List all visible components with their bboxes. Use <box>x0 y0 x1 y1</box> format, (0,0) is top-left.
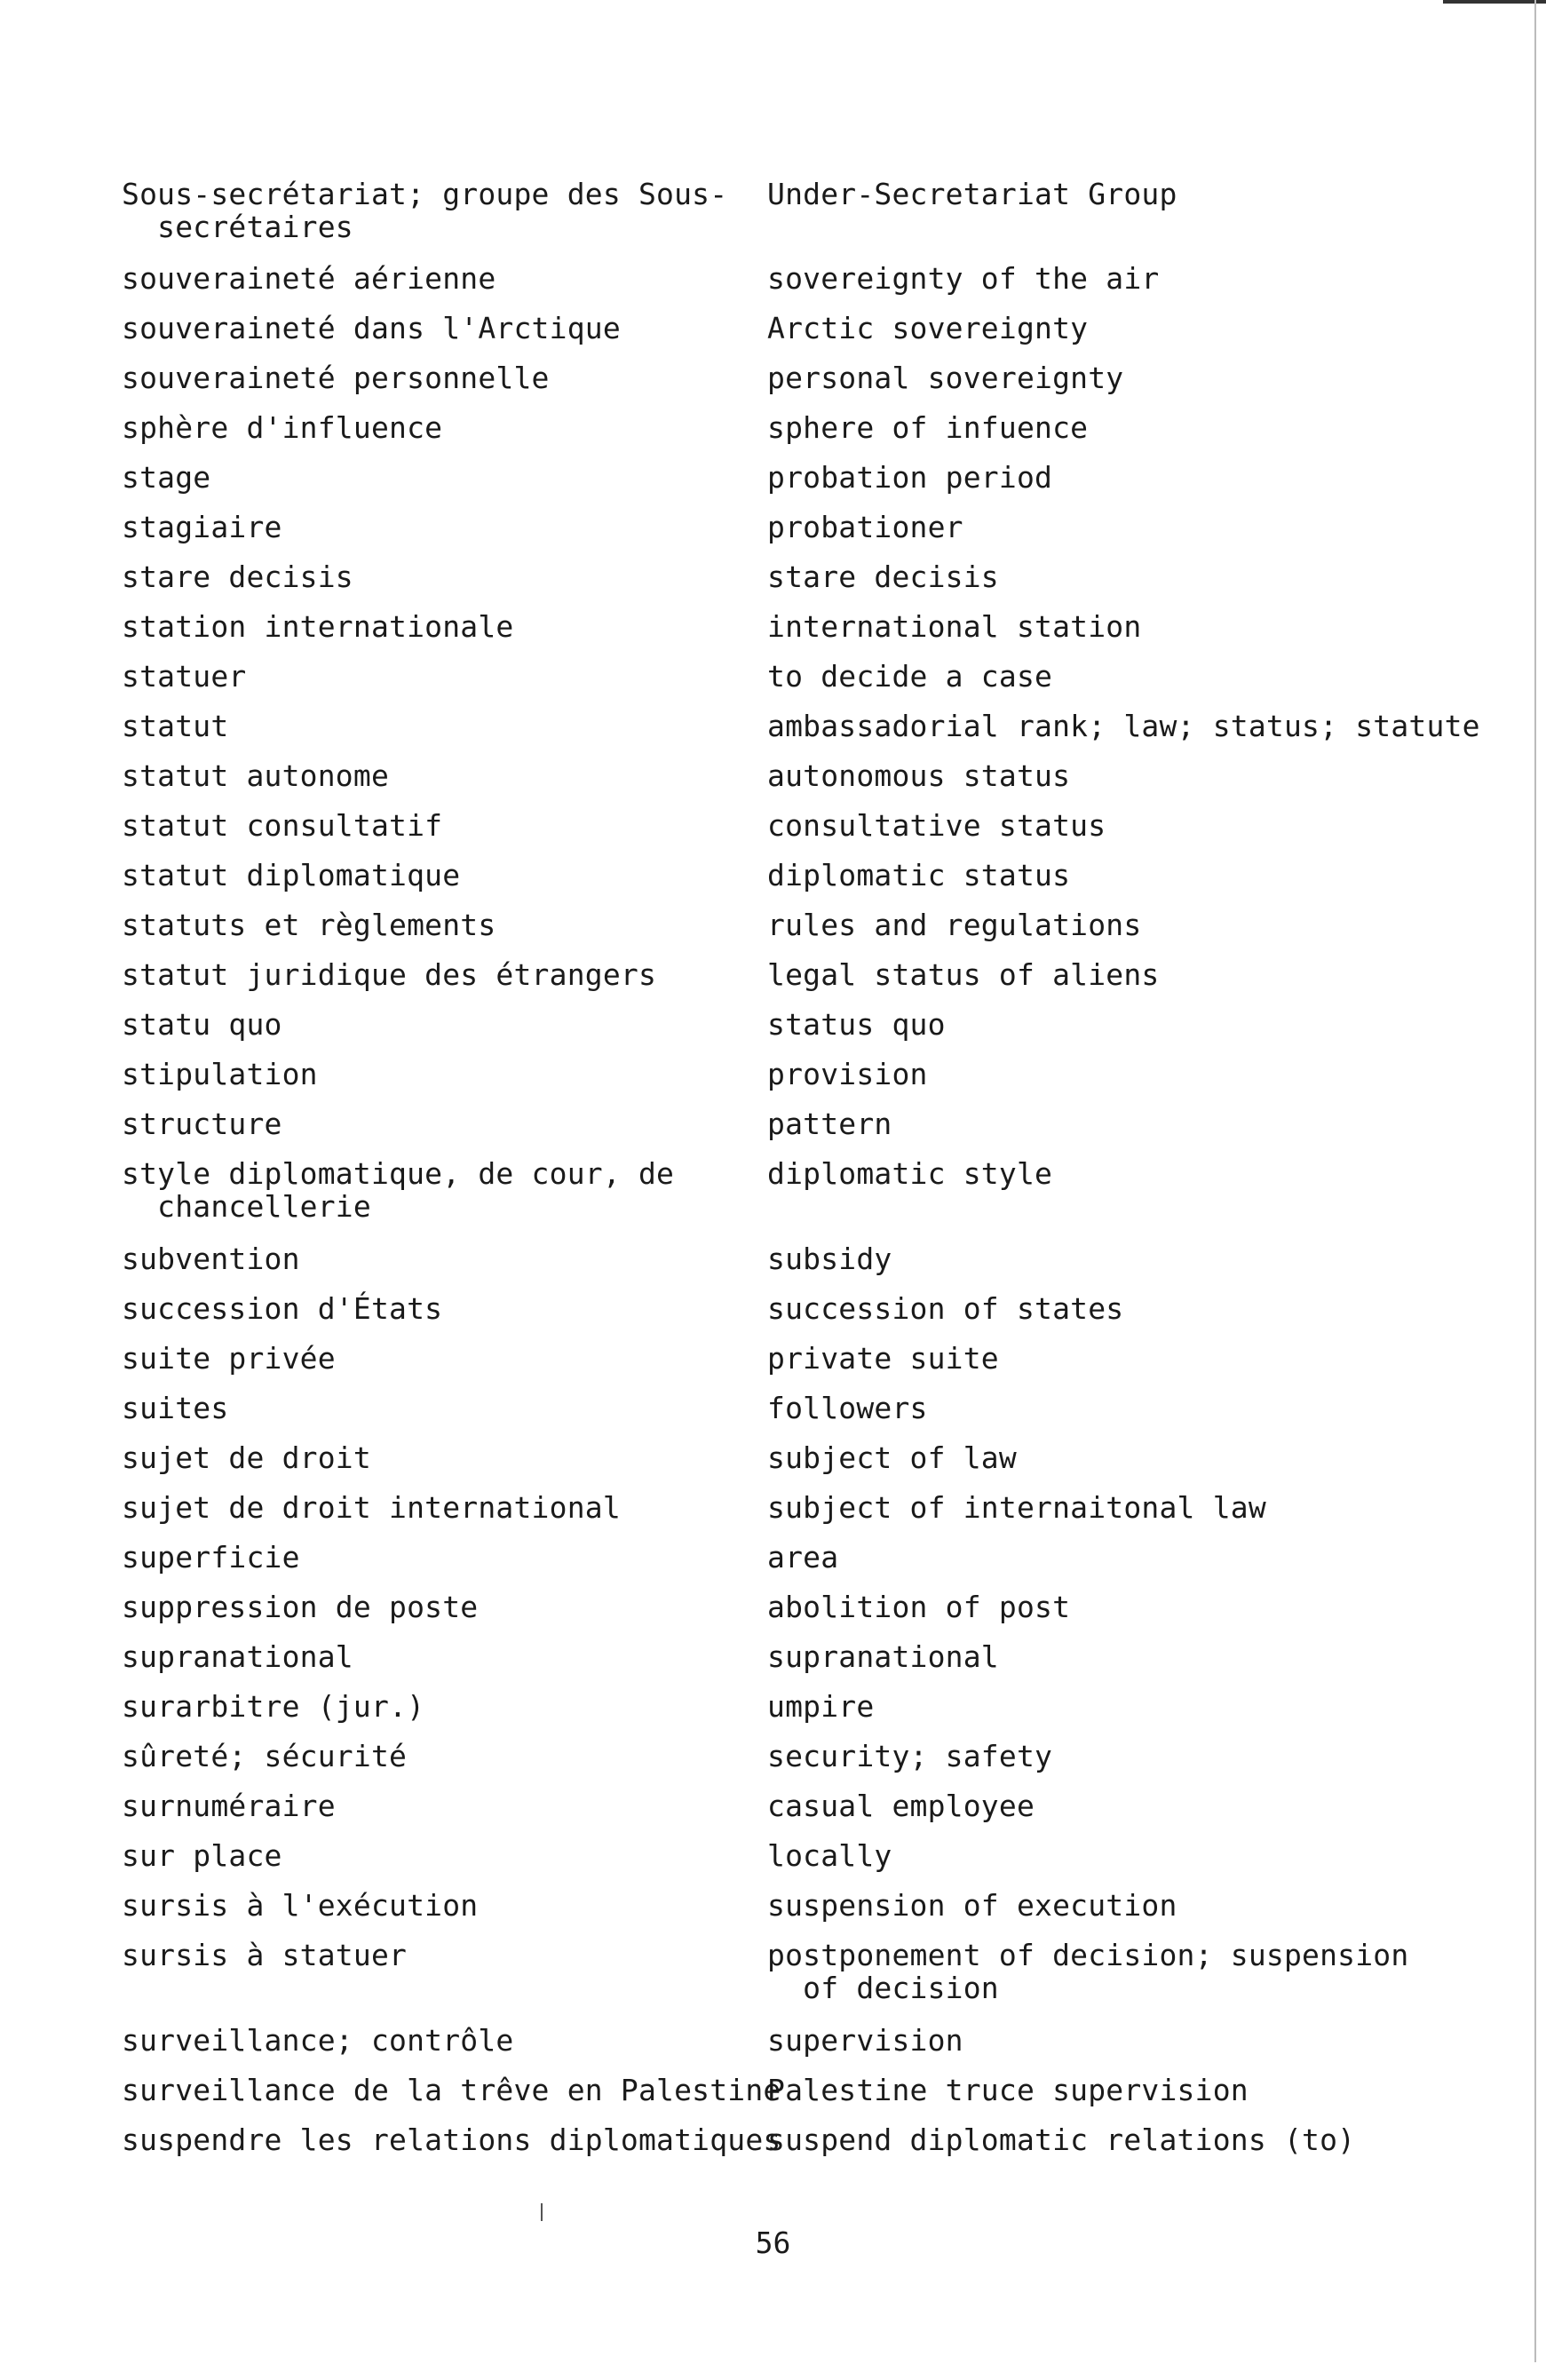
french-term: stagiaire <box>122 510 282 544</box>
french-term: sursis à statuer <box>122 1938 408 1972</box>
french-term: statuts et règlements <box>122 908 496 942</box>
english-term: diplomatic style <box>767 1156 1053 1191</box>
english-term: Under-Secretariat Group <box>767 177 1177 211</box>
english-term: area <box>767 1540 839 1575</box>
french-term: station internationale <box>122 609 514 644</box>
english-term: to decide a case <box>767 659 1053 694</box>
french-term: statut <box>122 709 229 743</box>
english-term: autonomous status <box>767 758 1071 793</box>
french-term: suites <box>122 1391 229 1425</box>
french-term: subvention <box>122 1242 300 1276</box>
french-term: superficie <box>122 1540 300 1575</box>
english-term: followers <box>767 1391 928 1425</box>
english-term: supervision <box>767 2023 963 2058</box>
english-term: umpire <box>767 1689 875 1724</box>
french-term: sphère d'influence <box>122 410 443 445</box>
french-term: structure <box>122 1107 282 1141</box>
french-term: surarbitre (jur.) <box>122 1689 425 1724</box>
english-term: probationer <box>767 510 963 544</box>
english-term: private suite <box>767 1341 999 1376</box>
english-term: sphere of infuence <box>767 410 1089 445</box>
french-term: suspendre les relations diplomatiques <box>122 2122 781 2157</box>
english-term: security; safety <box>767 1739 1053 1773</box>
english-term: personal sovereignty <box>767 361 1124 395</box>
english-term: probation period <box>767 460 1053 495</box>
french-term: supranational <box>122 1639 353 1674</box>
french-term: souveraineté dans l'Arctique <box>122 311 621 345</box>
french-term: statuer <box>122 659 247 694</box>
english-term: subject of internaitonal law <box>767 1490 1266 1525</box>
english-term: supranational <box>767 1639 999 1674</box>
french-term: Sous-secrétariat; groupe des Sous- secrétaires <box>122 177 728 244</box>
english-term: postponement of decision; suspension of decision <box>767 1938 1409 2005</box>
french-term: statut juridique des étrangers <box>122 957 657 992</box>
english-term: legal status of aliens <box>767 957 1160 992</box>
french-term: statut autonome <box>122 758 390 793</box>
english-term: abolition of post <box>767 1590 1071 1624</box>
english-term: sovereignty of the air <box>767 261 1160 296</box>
french-term: sursis à l'exécution <box>122 1888 479 1923</box>
french-term: stage <box>122 460 211 495</box>
english-term: status quo <box>767 1007 946 1042</box>
french-term: sur place <box>122 1838 282 1873</box>
english-term: diplomatic status <box>767 858 1071 892</box>
french-term: suite privée <box>122 1341 336 1376</box>
english-term: international station <box>767 609 1142 644</box>
english-term: suspension of execution <box>767 1888 1177 1923</box>
french-term: statu quo <box>122 1007 282 1042</box>
english-term: rules and regulations <box>767 908 1142 942</box>
english-term: locally <box>767 1838 892 1873</box>
english-term: stare decisis <box>767 559 999 594</box>
english-term: consultative status <box>767 808 1106 843</box>
french-term: surveillance de la trêve en Palestine <box>122 2073 781 2107</box>
english-term: subject of law <box>767 1440 1017 1475</box>
french-term: sûreté; sécurité <box>122 1739 408 1773</box>
french-term: stare decisis <box>122 559 353 594</box>
english-term: Palestine truce supervision <box>767 2073 1249 2107</box>
french-term: statut diplomatique <box>122 858 461 892</box>
french-term: statut consultatif <box>122 808 443 843</box>
french-term: succession d'États <box>122 1291 443 1326</box>
french-term: stipulation <box>122 1057 318 1091</box>
french-term: sujet de droit international <box>122 1490 621 1525</box>
english-term: Arctic sovereignty <box>767 311 1089 345</box>
english-term: provision <box>767 1057 928 1091</box>
english-term: casual employee <box>767 1789 1035 1823</box>
french-term: souveraineté aérienne <box>122 261 496 296</box>
english-term: pattern <box>767 1107 892 1141</box>
french-term: surveillance; contrôle <box>122 2023 514 2058</box>
french-term: style diplomatique, de cour, de chancellerie <box>122 1156 675 1224</box>
english-term: succession of states <box>767 1291 1124 1326</box>
french-term: souveraineté personnelle <box>122 361 550 395</box>
english-term: ambassadorial rank; law; status; statute <box>767 709 1480 743</box>
french-term: sujet de droit <box>122 1440 371 1475</box>
english-term: subsidy <box>767 1242 892 1276</box>
english-term: suspend diplomatic relations (to) <box>767 2122 1356 2157</box>
french-term: suppression de poste <box>122 1590 479 1624</box>
stray-mark <box>541 2203 543 2221</box>
french-term: surnuméraire <box>122 1789 336 1823</box>
page-number: 56 <box>755 2225 791 2260</box>
